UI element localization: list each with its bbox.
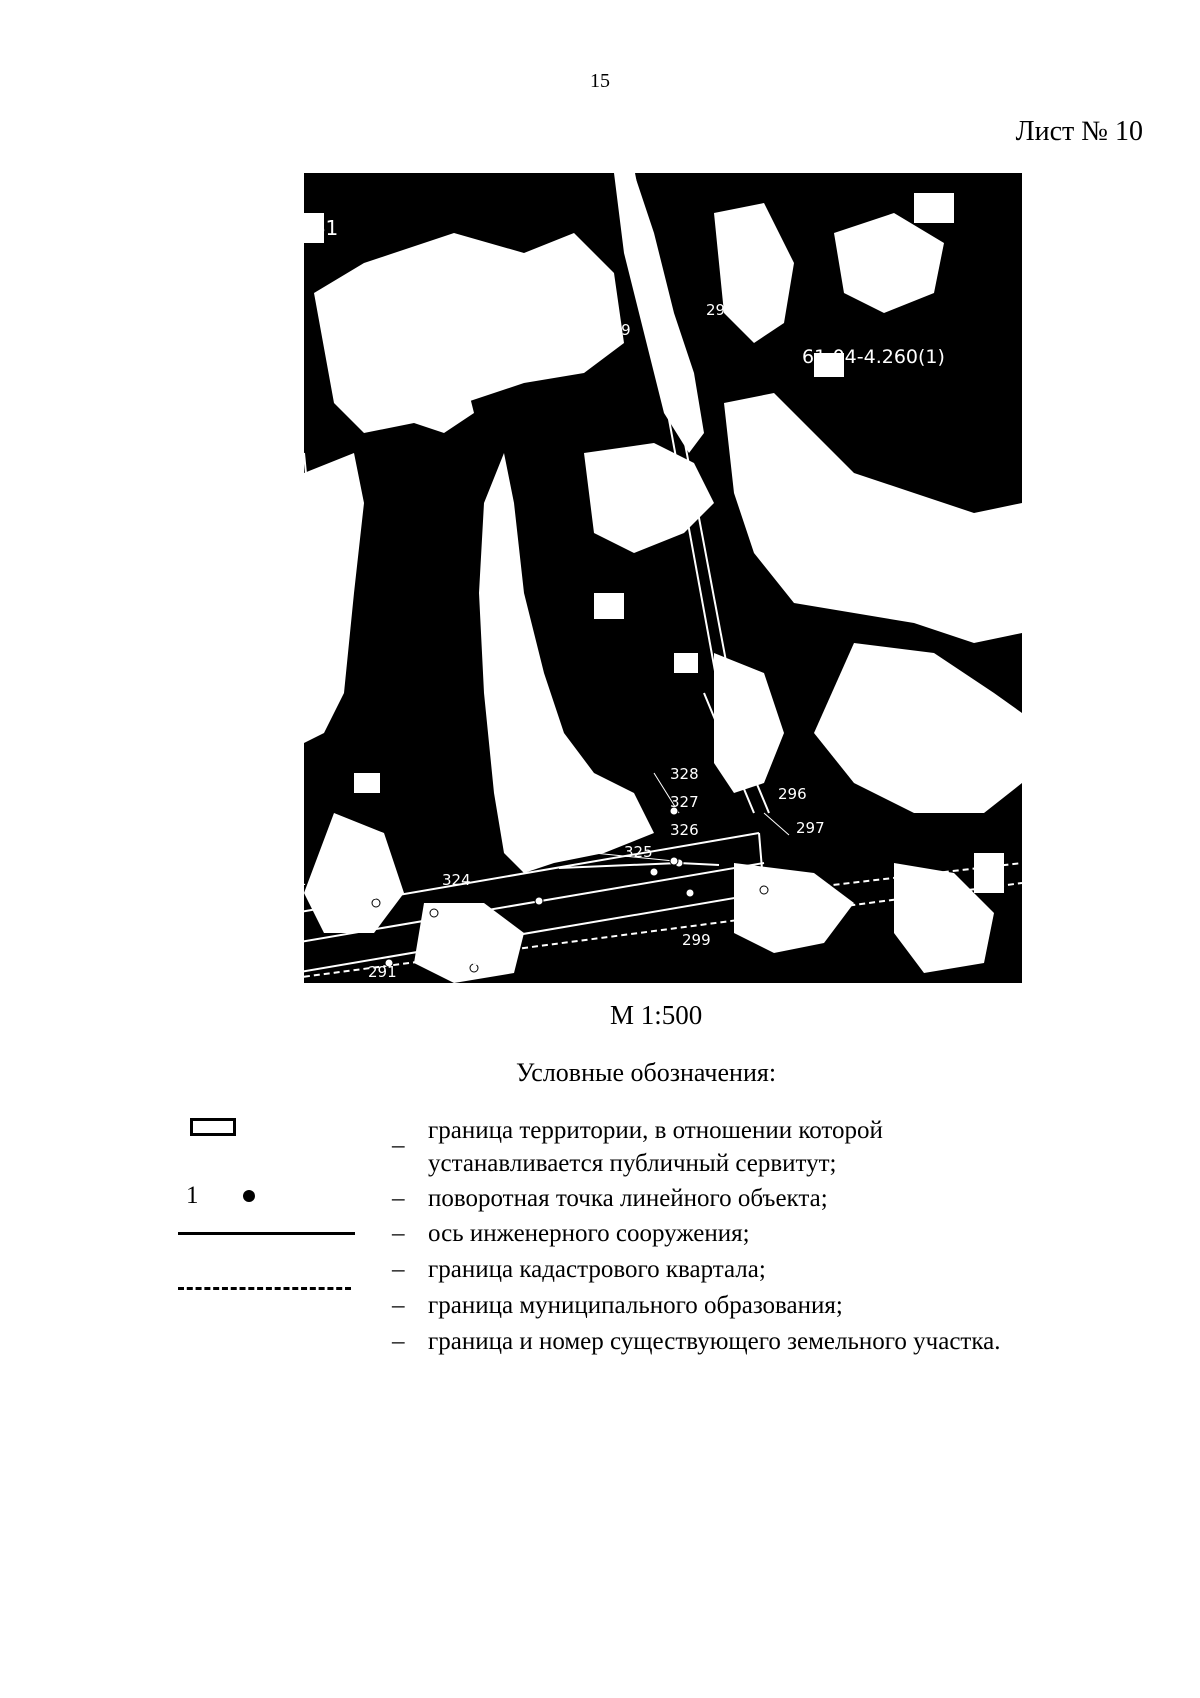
legend-text: поворотная точка линейного объекта; [428, 1185, 828, 1212]
rectangle-outline-icon [190, 1118, 236, 1136]
map-point-label: 296 [778, 785, 807, 803]
sheet-label: Лист № 10 [1015, 116, 1143, 147]
legend-dash: – [392, 1256, 405, 1283]
map-point-label: 299 [682, 931, 711, 949]
map-point-label: 323 [358, 885, 387, 903]
map-point-label: 298 [794, 905, 823, 923]
point-number-label: 1 [186, 1182, 199, 1209]
map-point-label: 324 [442, 871, 471, 889]
map-point-label: 329 [602, 321, 631, 339]
point-dot-icon [243, 1190, 255, 1202]
map-point-label: 328 [670, 765, 699, 783]
map-scale: М 1:500 [610, 1000, 703, 1030]
legend-text: граница территории, в отношении которой [428, 1117, 883, 1144]
legend-text: граница кадастрового квартала; [428, 1256, 766, 1283]
map-point-label: 291 [368, 963, 397, 981]
legend-dash: – [392, 1220, 405, 1247]
legend-title: Условные обозначения: [516, 1058, 777, 1087]
map-point-label: 326 [670, 821, 699, 839]
legend-dash: – [392, 1328, 405, 1355]
map-label-quarter: 61:04:0040301 [780, 494, 926, 516]
dashed-line-icon [178, 1287, 351, 1290]
map-point-label: 325 [624, 843, 653, 861]
legend-dash: – [392, 1132, 405, 1159]
legend-text: граница и номер существующего земельного участка. [428, 1328, 1001, 1355]
map-label-parcel: 61:04-4.260(1) [802, 346, 945, 368]
map-label-corner: :61 [306, 216, 339, 240]
legend-dash: – [392, 1292, 405, 1319]
map-label-edge-mark: 1 [298, 874, 307, 889]
page-number: 15 [590, 70, 610, 92]
map-image [294, 173, 1022, 983]
legend-text: устанавливается публичный сервитут; [428, 1150, 837, 1177]
map-point-label: 290 [462, 951, 491, 969]
map-point-label: 297 [796, 819, 825, 837]
legend-text: ось инженерного сооружения; [428, 1220, 750, 1247]
map-point-label: 295 [706, 301, 735, 319]
legend-text: граница муниципального образования; [428, 1292, 843, 1319]
map-point-label: 327 [670, 793, 699, 811]
solid-line-icon [178, 1232, 355, 1235]
legend-dash: – [392, 1185, 405, 1212]
